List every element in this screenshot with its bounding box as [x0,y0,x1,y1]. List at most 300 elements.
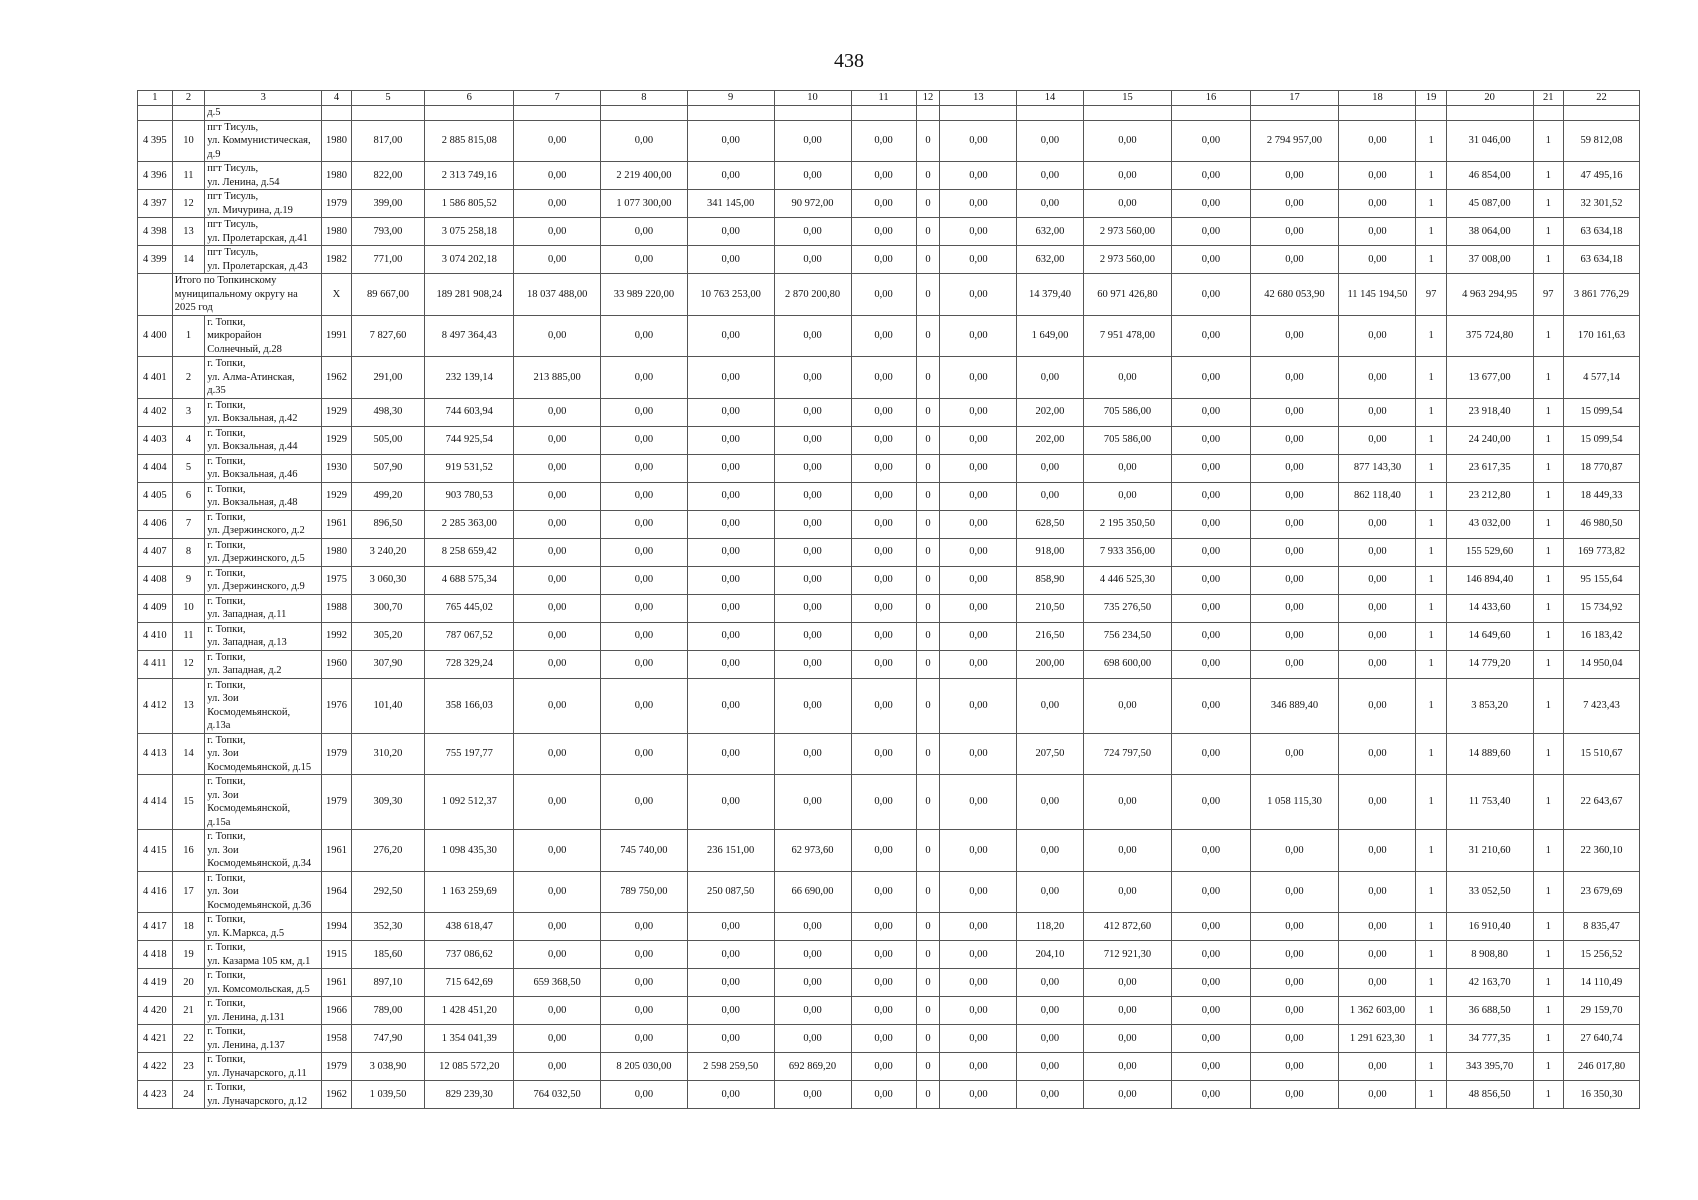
value-cell-col-11: 0,00 [851,162,916,190]
address-cell-line: ул. Луначарского, д.11 [207,1067,307,1079]
value-cell-col-18: 0,00 [1339,830,1416,872]
value-cell-col-17: 0,00 [1250,315,1339,357]
value-cell-col-9: 0,00 [687,246,774,274]
value-cell-col-22: 15 734,92 [1563,594,1639,622]
value-cell-col-15: 7 951 478,00 [1083,315,1172,357]
table-row [138,941,1640,969]
address-cell-line: пгт Тисуль, [207,163,259,174]
value-cell-col-15: 0,00 [1083,357,1172,399]
value-cell-col-17: 0,00 [1250,1025,1339,1053]
value-cell-col-11: 0,00 [851,357,916,399]
value-cell-col-17: 0,00 [1250,830,1339,872]
address-cell-line: д.9 [207,148,221,160]
value-cell-col-8: 1 077 300,00 [601,190,688,218]
value-cell-col-11: 0,00 [851,913,916,941]
value-cell-col-14: 1 649,00 [1017,315,1083,357]
value-cell-col-14: 0,00 [1017,871,1083,913]
record-number-cell: 4 406 [138,510,173,538]
value-cell-col-15: 724 797,50 [1083,733,1172,775]
cell-6 [425,106,514,121]
value-cell-col-6: 744 925,54 [425,426,514,454]
value-cell-col-15: 4 446 525,30 [1083,566,1172,594]
cell-16 [1172,106,1250,121]
address-cell [205,733,322,775]
value-cell-col-8: 0,00 [601,426,688,454]
value-cell-col-18: 0,00 [1339,246,1416,274]
value-cell-col-21: 1 [1533,510,1563,538]
address-cell-line: д.35 [207,385,226,396]
value-cell-col-18: 0,00 [1339,941,1416,969]
value-cell-col-13: 0,00 [940,1081,1017,1109]
table-row [138,969,1640,997]
value-cell-col-18: 862 118,40 [1339,482,1416,510]
value-cell-col-9: 0,00 [687,622,774,650]
value-cell-col-14: 858,90 [1017,566,1083,594]
value-cell-col-19: 1 [1416,454,1446,482]
value-cell-col-22: 16 350,30 [1563,1081,1639,1109]
value-cell-col-5: 307,90 [351,650,425,678]
value-cell-col-7: 0,00 [514,398,601,426]
value-cell-col-12: 0 [916,830,940,872]
record-number-cell: 4 416 [138,871,173,913]
value-cell-col-8: 0,00 [601,941,688,969]
subtotal-value-col-12: 0 [916,274,940,316]
cell-14 [1017,106,1083,121]
value-cell-col-11: 0,00 [851,830,916,872]
value-cell-col-11: 0,00 [851,871,916,913]
value-cell-col-10: 0,00 [774,510,851,538]
row-index-cell: 16 [172,830,205,872]
address-cell [205,218,322,246]
value-cell-col-4: 1960 [322,650,351,678]
value-cell-col-20: 42 163,70 [1446,969,1533,997]
table-row [138,218,1640,246]
value-cell-col-18: 0,00 [1339,426,1416,454]
value-cell-col-21: 1 [1533,162,1563,190]
value-cell-col-16: 0,00 [1172,650,1250,678]
value-cell-col-7: 0,00 [514,482,601,510]
value-cell-col-11: 0,00 [851,510,916,538]
value-cell-col-7: 0,00 [514,997,601,1025]
value-cell-col-20: 31 046,00 [1446,120,1533,162]
value-cell-col-11: 0,00 [851,775,916,830]
value-cell-col-17: 0,00 [1250,733,1339,775]
record-number-cell: 4 398 [138,218,173,246]
value-cell-col-15: 0,00 [1083,120,1172,162]
value-cell-col-13: 0,00 [940,315,1017,357]
subtotal-value-col-14: 14 379,40 [1017,274,1083,316]
value-cell-col-9: 0,00 [687,1025,774,1053]
address-cell [205,622,322,650]
value-cell-col-15: 698 600,00 [1083,650,1172,678]
address-cell-line: г. Топки, [207,998,246,1009]
value-cell-col-7: 0,00 [514,913,601,941]
record-number-cell: 4 401 [138,357,173,399]
value-cell-col-21: 1 [1533,969,1563,997]
value-cell-col-5: 101,40 [351,678,425,733]
value-cell-col-10: 0,00 [774,733,851,775]
value-cell-col-15: 0,00 [1083,454,1172,482]
address-cell-line: ул. Вокзальная, д.46 [207,469,298,480]
row-index-cell: 1 [172,315,205,357]
value-cell-col-11: 0,00 [851,622,916,650]
value-cell-col-17: 0,00 [1250,650,1339,678]
value-cell-col-6: 3 075 258,18 [425,218,514,246]
row-index-cell: 24 [172,1081,205,1109]
address-cell [205,538,322,566]
value-cell-col-13: 0,00 [940,120,1017,162]
value-cell-col-22: 15 510,67 [1563,733,1639,775]
value-cell-col-16: 0,00 [1172,538,1250,566]
value-cell-col-17: 0,00 [1250,426,1339,454]
subtotal-value-col-22: 3 861 776,29 [1563,274,1639,316]
value-cell-col-4: 1979 [322,1053,351,1081]
value-cell-col-6: 715 642,69 [425,969,514,997]
value-cell-col-22: 8 835,47 [1563,913,1639,941]
value-cell-col-7: 0,00 [514,454,601,482]
value-cell-col-8: 0,00 [601,678,688,733]
address-cell [205,106,322,121]
value-cell-col-9: 0,00 [687,357,774,399]
value-cell-col-10: 0,00 [774,622,851,650]
value-cell-col-13: 0,00 [940,678,1017,733]
value-cell-col-16: 0,00 [1172,969,1250,997]
value-cell-col-18: 0,00 [1339,190,1416,218]
value-cell-col-21: 1 [1533,218,1563,246]
table-row [138,120,1640,162]
value-cell-col-16: 0,00 [1172,997,1250,1025]
value-cell-col-20: 36 688,50 [1446,997,1533,1025]
subtotal-value-col-17: 42 680 053,90 [1250,274,1339,316]
address-cell-line: г. Топки, [207,942,246,953]
value-cell-col-14: 204,10 [1017,941,1083,969]
table-row [138,454,1640,482]
column-number-4: 4 [322,91,351,106]
value-cell-col-10: 0,00 [774,315,851,357]
value-cell-col-12: 0 [916,482,940,510]
table-row [138,594,1640,622]
address-cell [205,120,322,162]
value-cell-col-21: 1 [1533,594,1563,622]
value-cell-col-4: 1962 [322,357,351,399]
value-cell-col-14: 0,00 [1017,1025,1083,1053]
value-cell-col-6: 12 085 572,20 [425,1053,514,1081]
row-index-cell: 23 [172,1053,205,1081]
subtotal-value-col-4: X [322,274,351,316]
value-cell-col-12: 0 [916,1053,940,1081]
value-cell-col-21: 1 [1533,775,1563,830]
value-cell-col-10: 0,00 [774,246,851,274]
value-cell-col-17: 0,00 [1250,190,1339,218]
value-cell-col-15: 756 234,50 [1083,622,1172,650]
value-cell-col-12: 0 [916,398,940,426]
value-cell-col-8: 0,00 [601,1081,688,1109]
row-index-cell: 4 [172,426,205,454]
value-cell-col-19: 1 [1416,1053,1446,1081]
value-cell-col-14: 0,00 [1017,997,1083,1025]
value-cell-col-19: 1 [1416,678,1446,733]
address-cell-line: г. Топки, [207,1082,246,1093]
value-cell-col-13: 0,00 [940,594,1017,622]
row-index-cell: 12 [172,190,205,218]
value-cell-col-20: 14 433,60 [1446,594,1533,622]
value-cell-col-6: 728 329,24 [425,650,514,678]
value-cell-col-15: 705 586,00 [1083,426,1172,454]
address-cell-line: ул. Западная, д.13 [207,637,287,648]
record-number-cell: 4 415 [138,830,173,872]
value-cell-col-9: 0,00 [687,315,774,357]
value-cell-col-16: 0,00 [1172,162,1250,190]
value-cell-col-14: 0,00 [1017,678,1083,733]
value-cell-col-13: 0,00 [940,775,1017,830]
value-cell-col-19: 1 [1416,120,1446,162]
value-cell-col-7: 0,00 [514,190,601,218]
value-cell-col-19: 1 [1416,969,1446,997]
record-number-cell: 4 422 [138,1053,173,1081]
value-cell-col-5: 352,30 [351,913,425,941]
value-cell-col-10: 0,00 [774,969,851,997]
value-cell-col-11: 0,00 [851,538,916,566]
value-cell-col-17: 0,00 [1250,538,1339,566]
continuation-row [138,106,1640,121]
address-cell-line: Космодемьянской, д.34 [207,858,312,869]
address-cell-line: ул. Вокзальная, д.44 [207,441,298,452]
value-cell-col-16: 0,00 [1172,120,1250,162]
value-cell-col-8: 0,00 [601,733,688,775]
address-cell [205,997,322,1025]
table-row [138,871,1640,913]
table-row [138,538,1640,566]
value-cell-col-20: 48 856,50 [1446,1081,1533,1109]
value-cell-col-14: 216,50 [1017,622,1083,650]
value-cell-col-20: 24 240,00 [1446,426,1533,454]
address-cell-line: г. Топки, [207,831,246,842]
table-row [138,190,1640,218]
value-cell-col-5: 822,00 [351,162,425,190]
address-cell-line: ул. Дзержинского, д.5 [207,553,305,564]
value-cell-col-19: 1 [1416,871,1446,913]
value-cell-col-6: 4 688 575,34 [425,566,514,594]
cell-18 [1339,106,1416,121]
cell-19 [1416,106,1446,121]
value-cell-col-6: 919 531,52 [425,454,514,482]
value-cell-col-7: 0,00 [514,162,601,190]
value-cell-col-16: 0,00 [1172,315,1250,357]
record-number-cell: 4 405 [138,482,173,510]
value-cell-col-12: 0 [916,1081,940,1109]
value-cell-col-10: 0,00 [774,775,851,830]
value-cell-col-4: 1982 [322,246,351,274]
table-row [138,482,1640,510]
value-cell-col-22: 18 770,87 [1563,454,1639,482]
value-cell-col-21: 1 [1533,357,1563,399]
value-cell-col-15: 0,00 [1083,871,1172,913]
value-cell-col-5: 897,10 [351,969,425,997]
value-cell-col-21: 1 [1533,190,1563,218]
value-cell-col-10: 0,00 [774,426,851,454]
value-cell-col-12: 0 [916,510,940,538]
column-number-row [138,91,1640,106]
value-cell-col-21: 1 [1533,1053,1563,1081]
value-cell-col-9: 0,00 [687,426,774,454]
page-number: 438 [834,50,864,72]
value-cell-col-9: 0,00 [687,510,774,538]
column-number-3: 3 [205,91,322,106]
column-number-11: 11 [851,91,916,106]
value-cell-col-17: 0,00 [1250,482,1339,510]
value-cell-col-8: 0,00 [601,775,688,830]
value-cell-col-6: 358 166,03 [425,678,514,733]
column-number-16: 16 [1172,91,1250,106]
row-index-cell: 10 [172,120,205,162]
value-cell-col-14: 0,00 [1017,830,1083,872]
value-cell-col-20: 33 052,50 [1446,871,1533,913]
record-number-cell: 4 402 [138,398,173,426]
value-cell-col-11: 0,00 [851,733,916,775]
value-cell-col-17: 0,00 [1250,398,1339,426]
value-cell-col-13: 0,00 [940,830,1017,872]
address-cell [205,913,322,941]
value-cell-col-14: 0,00 [1017,775,1083,830]
value-cell-col-19: 1 [1416,622,1446,650]
subtotal-value-col-20: 4 963 294,95 [1446,274,1533,316]
address-cell-line: пгт Тисуль, [207,121,259,133]
address-cell-line: ул. Западная, д.11 [207,609,287,620]
address-cell-line: ул. К.Маркса, д.5 [207,927,285,939]
value-cell-col-11: 0,00 [851,678,916,733]
subtotal-label-line: Итого по Топкинскому [174,275,277,286]
value-cell-col-10: 0,00 [774,162,851,190]
value-cell-col-22: 63 634,18 [1563,218,1639,246]
address-cell-line: г. Топки, [207,679,246,691]
value-cell-col-14: 200,00 [1017,650,1083,678]
value-cell-col-19: 1 [1416,830,1446,872]
value-cell-col-17: 0,00 [1250,594,1339,622]
value-cell-col-18: 0,00 [1339,775,1416,830]
record-number-cell: 4 413 [138,733,173,775]
row-index-cell: 21 [172,997,205,1025]
address-cell-line: г. Топки, [207,483,246,495]
value-cell-col-22: 95 155,64 [1563,566,1639,594]
cell-1 [138,274,173,316]
value-cell-col-12: 0 [916,315,940,357]
value-cell-col-7: 0,00 [514,1053,601,1081]
row-index-cell: 11 [172,162,205,190]
value-cell-col-15: 712 921,30 [1083,941,1172,969]
row-index-cell: 13 [172,678,205,733]
value-cell-col-19: 1 [1416,510,1446,538]
record-number-cell: 4 395 [138,120,173,162]
value-cell-col-20: 155 529,60 [1446,538,1533,566]
column-number-8: 8 [601,91,688,106]
address-cell-line: Космодемьянской, д.15 [207,761,312,773]
value-cell-col-22: 47 495,16 [1563,162,1639,190]
value-cell-col-4: 1988 [322,594,351,622]
address-cell-line: г. Топки, [207,316,246,328]
value-cell-col-19: 1 [1416,482,1446,510]
value-cell-col-14: 918,00 [1017,538,1083,566]
address-cell-line: г. Топки, [207,651,246,663]
value-cell-col-20: 146 894,40 [1446,566,1533,594]
table-row [138,1025,1640,1053]
value-cell-col-21: 1 [1533,246,1563,274]
value-cell-col-5: 309,30 [351,775,425,830]
value-cell-col-5: 276,20 [351,830,425,872]
value-cell-col-21: 1 [1533,678,1563,733]
value-cell-col-10: 0,00 [774,941,851,969]
record-number-cell: 4 410 [138,622,173,650]
value-cell-col-10: 0,00 [774,538,851,566]
value-cell-col-19: 1 [1416,650,1446,678]
value-cell-col-16: 0,00 [1172,566,1250,594]
value-cell-col-9: 0,00 [687,775,774,830]
value-cell-col-21: 1 [1533,426,1563,454]
row-index-cell: 15 [172,775,205,830]
value-cell-col-9: 0,00 [687,733,774,775]
value-cell-col-17: 0,00 [1250,357,1339,399]
value-cell-col-14: 0,00 [1017,190,1083,218]
value-cell-col-17: 1 058 115,30 [1250,775,1339,830]
value-cell-col-20: 3 853,20 [1446,678,1533,733]
value-cell-col-13: 0,00 [940,941,1017,969]
value-cell-col-17: 0,00 [1250,969,1339,997]
subtotal-value-col-8: 33 989 220,00 [601,274,688,316]
value-cell-col-4: 1930 [322,454,351,482]
value-cell-col-19: 1 [1416,398,1446,426]
value-cell-col-6: 1 586 805,52 [425,190,514,218]
value-cell-col-11: 0,00 [851,566,916,594]
value-cell-col-8: 0,00 [601,566,688,594]
value-cell-col-13: 0,00 [940,538,1017,566]
value-cell-col-13: 0,00 [940,190,1017,218]
value-cell-col-18: 0,00 [1339,969,1416,997]
value-cell-col-17: 0,00 [1250,162,1339,190]
value-cell-col-18: 0,00 [1339,1081,1416,1109]
value-cell-col-10: 0,00 [774,650,851,678]
value-cell-col-19: 1 [1416,357,1446,399]
value-cell-col-17: 0,00 [1250,246,1339,274]
value-cell-col-13: 0,00 [940,871,1017,913]
value-cell-col-11: 0,00 [851,1025,916,1053]
column-number-17: 17 [1250,91,1339,106]
column-number-12: 12 [916,91,940,106]
row-index-cell: 12 [172,650,205,678]
value-cell-col-17: 0,00 [1250,997,1339,1025]
value-cell-col-16: 0,00 [1172,622,1250,650]
cell-8 [601,106,688,121]
address-cell-line: ул. Коммунистическая, [207,135,311,146]
value-cell-col-5: 505,00 [351,426,425,454]
row-index-cell: 7 [172,510,205,538]
value-cell-col-4: 1992 [322,622,351,650]
value-cell-col-16: 0,00 [1172,1025,1250,1053]
address-cell-line: ул. Дзержинского, д.2 [207,525,305,536]
value-cell-col-10: 66 690,00 [774,871,851,913]
value-cell-col-20: 13 677,00 [1446,357,1533,399]
value-cell-col-16: 0,00 [1172,426,1250,454]
value-cell-col-7: 0,00 [514,246,601,274]
value-cell-col-19: 1 [1416,1081,1446,1109]
value-cell-col-12: 0 [916,941,940,969]
value-cell-col-6: 737 086,62 [425,941,514,969]
row-index-cell: 5 [172,454,205,482]
value-cell-col-5: 3 060,30 [351,566,425,594]
value-cell-col-22: 170 161,63 [1563,315,1639,357]
record-number-cell: 4 421 [138,1025,173,1053]
value-cell-col-15: 0,00 [1083,678,1172,733]
value-cell-col-17: 0,00 [1250,622,1339,650]
table-row [138,650,1640,678]
